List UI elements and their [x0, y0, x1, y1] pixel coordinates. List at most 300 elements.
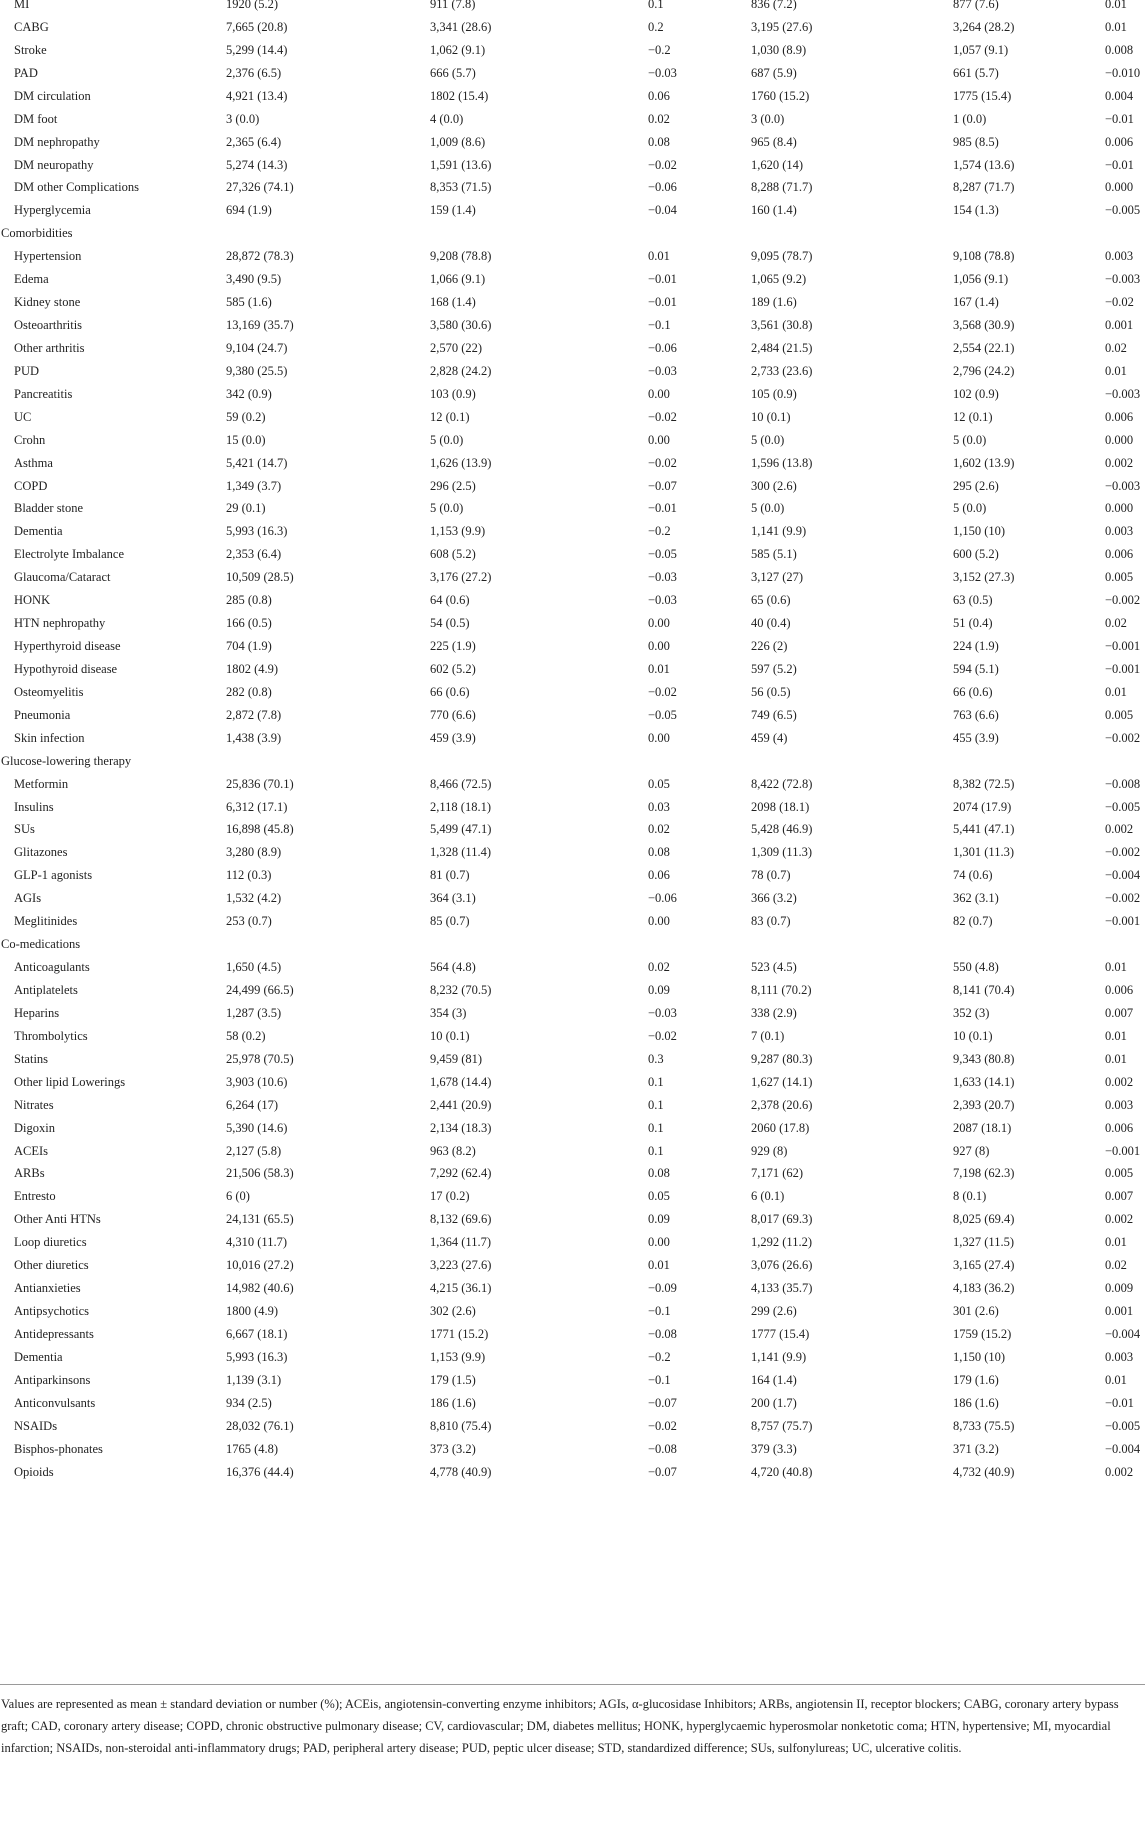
table-cell: 564 (4.8)	[430, 960, 476, 975]
row-label: Other diuretics	[14, 1258, 89, 1273]
table-cell: 0.08	[648, 134, 670, 149]
table-cell: 585 (1.6)	[226, 295, 272, 310]
table-cell: 927 (8)	[953, 1143, 990, 1158]
table-cell: 65 (0.6)	[751, 593, 791, 608]
table-cell: 0.000	[1105, 180, 1134, 195]
table-cell: 694 (1.9)	[226, 203, 272, 218]
table-cell: 83 (0.7)	[751, 914, 791, 929]
row-label: UC	[14, 409, 32, 424]
table-cell: 8,111 (70.2)	[751, 982, 812, 997]
table-cell: 59 (0.2)	[226, 409, 266, 424]
table-cell: 364 (3.1)	[430, 891, 476, 906]
row-label: Osteomyelitis	[14, 684, 84, 699]
table-cell: 0.00	[648, 616, 670, 631]
table-cell: −0.07	[648, 1464, 677, 1479]
table-cell: 7,292 (62.4)	[430, 1166, 492, 1181]
table-cell: 1,057 (9.1)	[953, 42, 1009, 57]
table-cell: −0.003	[1105, 478, 1141, 493]
row-label: Loop diuretics	[14, 1235, 87, 1250]
row-label: Edema	[14, 272, 49, 287]
table-cell: 16,898 (45.8)	[226, 822, 294, 837]
table-cell: −0.07	[648, 478, 677, 493]
row-label: DM circulation	[14, 88, 91, 103]
row-label: HONK	[14, 593, 51, 608]
table-cell: 0.00	[648, 914, 670, 929]
table-cell: −0.002	[1105, 730, 1141, 745]
table-cell: 186 (1.6)	[953, 1395, 999, 1410]
table-cell: 2,353 (6.4)	[226, 547, 282, 562]
table-cell: 2,733 (23.6)	[751, 363, 813, 378]
table-cell: 8,466 (72.5)	[430, 776, 492, 791]
table-cell: 0.03	[648, 799, 670, 814]
table-cell: 6,312 (17.1)	[226, 799, 288, 814]
table-cell: 0.1	[648, 1097, 664, 1112]
table-cell: 1,292 (11.2)	[751, 1235, 812, 1250]
table-cell: 0.2	[648, 19, 664, 34]
table-cell: 0.002	[1105, 1212, 1134, 1227]
table-cell: 7 (0.1)	[751, 1028, 785, 1043]
table-cell: 63 (0.5)	[953, 593, 993, 608]
table-cell: −0.09	[648, 1281, 677, 1296]
table-cell: 0.09	[648, 982, 670, 997]
table-cell: −0.1	[648, 1372, 671, 1387]
table-cell: 224 (1.9)	[953, 639, 999, 654]
table-cell: 7,665 (20.8)	[226, 19, 288, 34]
table-cell: 0.005	[1105, 707, 1134, 722]
row-label: Other arthritis	[14, 340, 85, 355]
row-label: Antidepressants	[14, 1326, 94, 1341]
table-cell: 8,141 (70.4)	[953, 982, 1015, 997]
table-cell: 1,062 (9.1)	[430, 42, 486, 57]
table-cell: 1,141 (9.9)	[751, 524, 807, 539]
table-cell: 9,459 (81)	[430, 1051, 483, 1066]
table-cell: −0.04	[648, 203, 677, 218]
table-cell: 0.08	[648, 845, 670, 860]
row-label: Opioids	[14, 1464, 54, 1479]
row-label: Hyperthyroid disease	[14, 639, 121, 654]
table-cell: 2,570 (22)	[430, 340, 483, 355]
table-cell: 6,264 (17)	[226, 1097, 279, 1112]
table-cell: −0.003	[1105, 386, 1141, 401]
table-cell: 1,139 (3.1)	[226, 1372, 282, 1387]
row-label: MI	[14, 0, 30, 11]
table-cell: 0.009	[1105, 1281, 1134, 1296]
table-cell: 5,421 (14.7)	[226, 455, 288, 470]
table-cell: 3,165 (27.4)	[953, 1258, 1015, 1273]
table-cell: 0.01	[1105, 0, 1127, 11]
table-cell: 0.003	[1105, 524, 1134, 539]
table-cell: 338 (2.9)	[751, 1005, 797, 1020]
table-cell: 1,602 (13.9)	[953, 455, 1015, 470]
table-cell: 1,150 (10)	[953, 524, 1006, 539]
table-cell: 1,301 (11.3)	[953, 845, 1014, 860]
table-cell: 0.004	[1105, 88, 1134, 103]
table-cell: 12 (0.1)	[430, 409, 470, 424]
table-cell: −0.02	[648, 1418, 677, 1433]
row-label: Bladder stone	[14, 501, 84, 516]
table-cell: 8,025 (69.4)	[953, 1212, 1015, 1227]
table-cell: 934 (2.5)	[226, 1395, 272, 1410]
table-cell: 6 (0.1)	[751, 1189, 785, 1204]
table-cell: 362 (3.1)	[953, 891, 999, 906]
table-cell: 1,626 (13.9)	[430, 455, 492, 470]
table-cell: −0.001	[1105, 914, 1141, 929]
table-cell: 2,376 (6.5)	[226, 65, 282, 80]
table-cell: 17 (0.2)	[430, 1189, 470, 1204]
table-cell: 1800 (4.9)	[226, 1304, 279, 1318]
table-cell: 3,341 (28.6)	[430, 19, 492, 34]
table-cell: 6,667 (18.1)	[226, 1326, 288, 1341]
table-cell: 300 (2.6)	[751, 478, 797, 493]
table-cell: 2,127 (5.8)	[226, 1143, 282, 1158]
table-cell: 56 (0.5)	[751, 684, 791, 699]
row-label: PAD	[14, 65, 38, 80]
row-label: Electrolyte Imbalance	[14, 547, 125, 562]
table-cell: 371 (3.2)	[953, 1441, 999, 1456]
table-cell: 3,580 (30.6)	[430, 318, 492, 333]
table-cell: 25,836 (70.1)	[226, 776, 294, 791]
table-cell: 0.005	[1105, 1166, 1134, 1181]
table-cell: 0.01	[1105, 1028, 1127, 1043]
table-cell: 929 (8)	[751, 1143, 788, 1158]
table-cell: 0.006	[1105, 547, 1134, 562]
table-cell: 2,554 (22.1)	[953, 340, 1015, 355]
table-cell: 0.09	[648, 1212, 670, 1227]
row-label: Thrombolytics	[14, 1028, 88, 1043]
table-cell: 2,828 (24.2)	[430, 363, 492, 378]
table-cell: 10 (0.1)	[751, 409, 791, 424]
table-cell: 0.007	[1105, 1005, 1134, 1020]
table-cell: 24,499 (66.5)	[226, 982, 294, 997]
table-cell: −0.03	[648, 65, 677, 80]
table-cell: 66 (0.6)	[953, 684, 993, 699]
row-label: Insulins	[14, 799, 54, 814]
table-cell: 8 (0.1)	[953, 1189, 987, 1204]
table-bottom-rule	[0, 1684, 1145, 1685]
table-cell: 2,378 (20.6)	[751, 1097, 813, 1112]
table-cell: 0.001	[1105, 318, 1134, 333]
table-cell: 1765 (4.8)	[226, 1441, 279, 1456]
table-cell: −0.2	[648, 1349, 671, 1364]
table-cell: 1,287 (3.5)	[226, 1005, 282, 1020]
table-cell: 3,568 (30.9)	[953, 318, 1015, 333]
table-cell: −0.002	[1105, 593, 1141, 608]
table-cell: 1,030 (8.9)	[751, 42, 807, 57]
table-cell: 0.1	[648, 1143, 664, 1158]
table-cell: 167 (1.4)	[953, 295, 999, 310]
table-cell: 82 (0.7)	[953, 914, 993, 929]
row-label: DM nephropathy	[14, 134, 100, 149]
table-cell: 1,065 (9.2)	[751, 272, 807, 287]
row-label: Other Anti HTNs	[14, 1212, 101, 1227]
table-cell: 0.01	[648, 661, 670, 676]
row-label: Hypothyroid disease	[14, 661, 118, 676]
table-cell: 1,596 (13.8)	[751, 455, 813, 470]
table-cell: 16,376 (44.4)	[226, 1464, 294, 1479]
table-cell: 8,132 (69.6)	[430, 1212, 492, 1227]
table-cell: 9,380 (25.5)	[226, 363, 288, 378]
table-cell: 8,757 (75.7)	[751, 1418, 813, 1433]
table-cell: 1802 (15.4)	[430, 88, 489, 103]
table-cell: 0.01	[1105, 363, 1127, 378]
table-cell: −0.001	[1105, 639, 1141, 654]
table-cell: 159 (1.4)	[430, 203, 476, 218]
table-cell: −0.03	[648, 363, 677, 378]
table-cell: 1,627 (14.1)	[751, 1074, 813, 1089]
table-cell: 0.002	[1105, 1074, 1134, 1089]
table-cell: 1 (0.0)	[953, 111, 987, 126]
table-cell: 5,274 (14.3)	[226, 157, 288, 172]
table-cell: 5 (0.0)	[430, 432, 464, 447]
table-cell: 154 (1.3)	[953, 203, 999, 218]
table-cell: 1,150 (10)	[953, 1349, 1006, 1364]
table-cell: 179 (1.5)	[430, 1372, 476, 1387]
table-cell: −0.005	[1105, 799, 1141, 814]
table-cell: −0.001	[1105, 661, 1141, 676]
table-cell: −0.03	[648, 570, 677, 585]
table-cell: 1,532 (4.2)	[226, 891, 282, 906]
table-cell: 354 (3)	[430, 1005, 467, 1020]
table-cell: 550 (4.8)	[953, 960, 999, 975]
table-cell: 2,441 (20.9)	[430, 1097, 492, 1112]
table-cell: 7,198 (62.3)	[953, 1166, 1015, 1181]
table-cell: 5 (0.0)	[430, 501, 464, 516]
table-cell: 0.003	[1105, 249, 1134, 264]
table-cell: 3,561 (30.8)	[751, 318, 813, 333]
table-cell: 3,264 (28.2)	[953, 19, 1015, 34]
table-cell: −0.02	[648, 684, 677, 699]
table-cell: 164 (1.4)	[751, 1372, 797, 1387]
table-cell: 225 (1.9)	[430, 639, 476, 654]
table-cell: 1,141 (9.9)	[751, 1349, 807, 1364]
table-cell: 8,232 (70.5)	[430, 982, 492, 997]
table-cell: 597 (5.2)	[751, 661, 797, 676]
row-label: Other lipid Lowerings	[14, 1074, 126, 1089]
table-cell: 3,152 (27.3)	[953, 570, 1015, 585]
row-label: Stroke	[14, 42, 47, 57]
row-label: Statins	[14, 1051, 49, 1066]
table-cell: 3,076 (26.6)	[751, 1258, 813, 1273]
table-cell: 58 (0.2)	[226, 1028, 266, 1043]
table-cell: 0.01	[1105, 1051, 1127, 1066]
table-cell: 0.003	[1105, 1349, 1134, 1364]
table-cell: 282 (0.8)	[226, 684, 272, 699]
table-cell: 0.02	[648, 822, 670, 837]
row-label: Dementia	[14, 524, 63, 539]
table-cell: 8,810 (75.4)	[430, 1418, 492, 1433]
table-cell: 3,490 (9.5)	[226, 272, 282, 287]
table-cell: 21,506 (58.3)	[226, 1166, 294, 1181]
table-cell: −0.02	[1105, 295, 1134, 310]
table-cell: 4,133 (35.7)	[751, 1281, 813, 1296]
row-label: ARBs	[14, 1166, 45, 1181]
table-cell: −0.002	[1105, 891, 1141, 906]
table-cell: −0.01	[648, 272, 677, 287]
row-label: Hyperglycemia	[14, 203, 91, 218]
table-cell: 51 (0.4)	[953, 616, 993, 631]
table-cell: 0.006	[1105, 409, 1134, 424]
table-cell: 877 (7.6)	[953, 0, 999, 11]
row-label: Asthma	[14, 455, 53, 470]
table-cell: 1,678 (14.4)	[430, 1074, 492, 1089]
table-cell: 704 (1.9)	[226, 639, 272, 654]
table-cell: 85 (0.7)	[430, 914, 470, 929]
table-cell: 1771 (15.2)	[430, 1326, 489, 1341]
row-label: COPD	[14, 478, 48, 493]
table-cell: 102 (0.9)	[953, 386, 999, 401]
table-cell: 366 (3.2)	[751, 891, 797, 906]
table-cell: 5 (0.0)	[751, 501, 785, 516]
table-cell: 1,650 (4.5)	[226, 960, 282, 975]
table-cell: 0.001	[1105, 1304, 1134, 1318]
row-label: DM neuropathy	[14, 157, 94, 172]
table-cell: 2,872 (7.8)	[226, 707, 282, 722]
table-cell: 24,131 (65.5)	[226, 1212, 294, 1227]
table-cell: 0.002	[1105, 1464, 1134, 1479]
table-cell: 0.06	[648, 88, 670, 103]
row-label: Antianxieties	[14, 1281, 81, 1296]
table-cell: 64 (0.6)	[430, 593, 470, 608]
table-cell: 54 (0.5)	[430, 616, 470, 631]
table-footnote: Values are represented as mean ± standard deviation or number (%); ACEis, angiotensin-converting enzyme inhibitors; AGIs, α-glucosidase Inhibitors; ARBs, angiotensin II, receptor blockers; CABG, coronary artery bypass graft; CAD, coronary artery disease; COPD, chronic obstructive pulmonary disease; CV, cardiovascular; DM, diabetes mellitus; HONK, hyperglycaemic hyperosmolar nonketotic coma; HTN, hypertensive; MI, myocardial infarction; NSAIDs, non-steroidal anti-inflammatory drugs; PAD, peripheral artery disease; PUD, peptic ulcer disease; STD, standardized difference; SUs, sulfonylureas; UC, ulcerative colitis.	[1, 1697, 1119, 1755]
table-cell: 455 (3.9)	[953, 730, 999, 745]
table-cell: 8,733 (75.5)	[953, 1418, 1015, 1433]
table-cell: 10,509 (28.5)	[226, 570, 294, 585]
table-cell: 179 (1.6)	[953, 1372, 999, 1387]
table-cell: 28,032 (76.1)	[226, 1418, 294, 1433]
table-cell: 8,017 (69.3)	[751, 1212, 813, 1227]
table-cell: 2,484 (21.5)	[751, 340, 813, 355]
table-cell: 0.00	[648, 1235, 670, 1250]
table-cell: 10,016 (27.2)	[226, 1258, 294, 1273]
table-cell: 1,633 (14.1)	[953, 1074, 1015, 1089]
row-label: Nitrates	[14, 1097, 54, 1112]
table-cell: 0.01	[1105, 960, 1127, 975]
table-cell: 594 (5.1)	[953, 661, 999, 676]
row-label: Entresto	[14, 1189, 56, 1204]
table-cell: 2,118 (18.1)	[430, 799, 491, 814]
table-cell: 1,153 (9.9)	[430, 1349, 486, 1364]
table-cell: −0.07	[648, 1395, 677, 1410]
table-cell: 0.002	[1105, 455, 1134, 470]
table-cell: 4 (0.0)	[430, 111, 464, 126]
table-cell: 1,066 (9.1)	[430, 272, 486, 287]
table-cell: −0.005	[1105, 203, 1141, 218]
table-cell: 1,438 (3.9)	[226, 730, 282, 745]
table-cell: 29 (0.1)	[226, 501, 266, 516]
table-cell: 168 (1.4)	[430, 295, 476, 310]
table-cell: 2074 (17.9)	[953, 799, 1012, 814]
table-cell: 0.008	[1105, 42, 1134, 57]
table-cell: 253 (0.7)	[226, 914, 272, 929]
table-cell: 585 (5.1)	[751, 547, 797, 562]
table-cell: 0.01	[1105, 684, 1127, 699]
section-label: Comorbidities	[1, 226, 73, 241]
table-cell: 2,796 (24.2)	[953, 363, 1015, 378]
table-cell: 5 (0.0)	[953, 501, 987, 516]
table-cell: −0.02	[648, 157, 677, 172]
table-cell: 25,978 (70.5)	[226, 1051, 294, 1066]
row-label: Antiparkinsons	[14, 1372, 91, 1387]
table-cell: 9,343 (80.8)	[953, 1051, 1015, 1066]
table-cell: 3,280 (8.9)	[226, 845, 282, 860]
table-cell: 4,310 (11.7)	[226, 1235, 287, 1250]
table-cell: 8,353 (71.5)	[430, 180, 492, 195]
table-cell: 301 (2.6)	[953, 1304, 999, 1318]
row-label: NSAIDs	[14, 1418, 58, 1433]
table-cell: −0.06	[648, 340, 677, 355]
table-cell: 302 (2.6)	[430, 1304, 476, 1318]
table-cell: 600 (5.2)	[953, 547, 999, 562]
table-cell: 3,176 (27.2)	[430, 570, 492, 585]
table-cell: 12 (0.1)	[953, 409, 993, 424]
table-cell: 112 (0.3)	[226, 868, 272, 883]
table-cell: 963 (8.2)	[430, 1143, 476, 1158]
table-cell: 965 (8.4)	[751, 134, 797, 149]
table-cell: 2098 (18.1)	[751, 799, 810, 814]
table-cell: −0.06	[648, 891, 677, 906]
table-cell: 14,982 (40.6)	[226, 1281, 294, 1296]
table-cell: 7,171 (62)	[751, 1166, 804, 1181]
table-cell: 0.006	[1105, 1120, 1134, 1135]
table-cell: 1,364 (11.7)	[430, 1235, 491, 1250]
table-cell: 160 (1.4)	[751, 203, 797, 218]
table-cell: −0.1	[648, 1304, 671, 1318]
table-cell: −0.008	[1105, 776, 1141, 791]
table-cell: 105 (0.9)	[751, 386, 797, 401]
table-cell: 985 (8.5)	[953, 134, 999, 149]
table-cell: −0.02	[648, 455, 677, 470]
table-cell: 0.02	[648, 111, 670, 126]
table-cell: −0.05	[648, 547, 677, 562]
table-cell: 523 (4.5)	[751, 960, 797, 975]
table-cell: 1777 (15.4)	[751, 1326, 810, 1341]
table-cell: −0.004	[1105, 868, 1141, 883]
table-cell: 1,309 (11.3)	[751, 845, 812, 860]
table-cell: 8,288 (71.7)	[751, 180, 813, 195]
table-cell: 2,365 (6.4)	[226, 134, 282, 149]
table-cell: 15 (0.0)	[226, 432, 266, 447]
table-cell: 0.05	[648, 776, 670, 791]
row-label: GLP-1 agonists	[14, 868, 93, 883]
table-cell: 9,104 (24.7)	[226, 340, 288, 355]
row-label: Pancreatitis	[14, 386, 73, 401]
table-cell: 687 (5.9)	[751, 65, 797, 80]
table-cell: 5 (0.0)	[953, 432, 987, 447]
row-label: Hypertension	[14, 249, 82, 264]
table-cell: 0.000	[1105, 432, 1134, 447]
table-cell: 608 (5.2)	[430, 547, 476, 562]
table-cell: 0.08	[648, 1166, 670, 1181]
table-cell: −0.02	[648, 409, 677, 424]
table-cell: 9,095 (78.7)	[751, 249, 813, 264]
row-label: Dementia	[14, 1349, 63, 1364]
table-cell: 295 (2.6)	[953, 478, 999, 493]
table-cell: 6 (0)	[226, 1189, 250, 1204]
table-cell: 0.06	[648, 868, 670, 883]
row-label: Metformin	[14, 776, 69, 791]
table-cell: −0.004	[1105, 1326, 1141, 1341]
table-cell: 0.006	[1105, 982, 1134, 997]
table-cell: 13,169 (35.7)	[226, 318, 294, 333]
table-cell: 1759 (15.2)	[953, 1326, 1012, 1341]
row-label: Antipsychotics	[14, 1304, 89, 1318]
table-cell: 0.02	[648, 960, 670, 975]
table-cell: −0.06	[648, 180, 677, 195]
table-cell: 3 (0.0)	[751, 111, 785, 126]
table-cell: 0.007	[1105, 1189, 1134, 1204]
table-cell: 189 (1.6)	[751, 295, 797, 310]
